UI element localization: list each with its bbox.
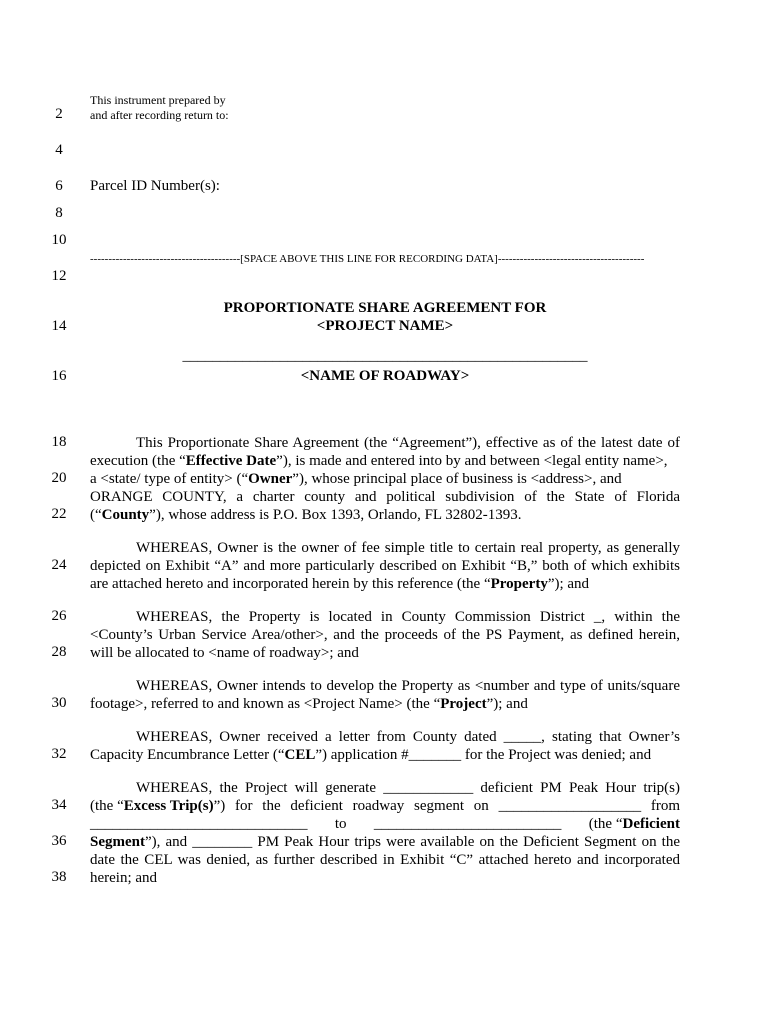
paragraph-agreement-intro [90, 434, 680, 524]
prepared-by-line-1: This instrument prepared by [90, 93, 226, 107]
paragraph-line [90, 746, 680, 764]
paragraph-line [90, 452, 680, 470]
defined-term: Deficient [622, 816, 680, 832]
paragraph-line [90, 470, 680, 488]
paragraph-line: will be allocated to <name of roadway>; and [90, 645, 359, 661]
text-run: ”); and [486, 696, 528, 712]
paragraph-line: WHEREAS, the Project will generate ____________ deficient PM Peak Hour trip(s) [136, 780, 680, 796]
line-number: 14 [51, 318, 67, 334]
paragraph-line: This Proportionate Share Agreement (the “Agreement”), effective as of the latest date of [136, 435, 680, 451]
defined-term: Property [490, 576, 548, 592]
text-run: _____________________________ [90, 816, 308, 832]
defined-term: Owner [248, 471, 293, 487]
text-run: Capacity Encumbrance Letter (“ [90, 747, 285, 763]
paragraph-line: <County’s Urban Service Area/other>, and the proceeds of the PS Payment, as defined herein, [90, 627, 680, 643]
text-run: ”), whose address is P.O. Box 1393, Orlando, FL 32802-1393. [149, 507, 522, 523]
title-line-1: PROPORTIONATE SHARE AGREEMENT FOR [223, 300, 547, 316]
paragraph-whereas-district [90, 608, 680, 662]
text-run: ”), and ________ PM Peak Hour trips were available on the Deficient Segment on the [145, 834, 680, 850]
parcel-id-label: Parcel ID Number(s): [90, 178, 220, 194]
text-run: footage>, referred to and known as <Project Name> (the “ [90, 696, 441, 712]
text-run: _________________________ [373, 816, 562, 832]
line-number: 36 [51, 833, 67, 849]
paragraph-whereas-cel [90, 728, 680, 764]
text-run: ”), whose principal place of business is <address>, and [292, 471, 622, 487]
text-run: (the “ [588, 816, 623, 832]
roadway-underline: ______________________________________________________ [182, 348, 588, 364]
line-number: 32 [51, 746, 67, 762]
paragraph-line: date the CEL was denied, as further described in Exhibit “C” attached hereto and incorporated [90, 852, 680, 868]
paragraph-line: herein; and [90, 870, 158, 886]
paragraph-line [90, 506, 680, 524]
paragraph-whereas-property [90, 539, 680, 593]
line-number: 22 [51, 506, 67, 522]
line-number: 6 [55, 178, 63, 194]
text-run: are attached hereto and incorporated herein by this reference (the “ [90, 576, 491, 592]
recording-data-line: -----------------------------------------[SPACE ABOVE THIS LINE FOR RECORDING DATA]---------------------------------------- [90, 253, 645, 265]
line-number: 2 [55, 106, 63, 122]
paragraph-line: WHEREAS, Owner is the owner of fee simple title to certain real property, as generally [136, 540, 680, 556]
line-number: 38 [51, 869, 67, 885]
defined-term: Project [440, 696, 487, 712]
text-run: ”) for the deficient roadway segment on ___________________ from [213, 798, 680, 814]
line-number: 30 [51, 695, 67, 711]
text-run: ”), is made and entered into by and between <legal entity name>, [276, 453, 668, 469]
line-number: 10 [51, 232, 67, 248]
line-number: 18 [51, 434, 67, 450]
text-run: ”) application #_______ for the Project was denied; and [315, 747, 652, 763]
line-number: 24 [51, 557, 67, 573]
text-run: (the “ [90, 798, 124, 814]
text-run: execution (the “ [90, 453, 186, 469]
line-number: 20 [51, 470, 67, 486]
paragraph-line: depicted on Exhibit “A” and more particularly described on Exhibit “B,” both of which exhibits [90, 558, 680, 574]
defined-term: Effective Date [185, 453, 277, 469]
paragraph-line: ORANGE COUNTY, a charter county and political subdivision of the State of Florida [90, 489, 680, 505]
title-line-2: <PROJECT NAME> [316, 318, 454, 334]
defined-term: Segment [90, 834, 145, 850]
defined-term: County [101, 507, 150, 523]
line-number: 4 [55, 142, 63, 158]
paragraph-line [90, 797, 680, 815]
line-number: 16 [51, 368, 67, 384]
paragraph-line: WHEREAS, Owner received a letter from County dated _____, stating that Owner’s [136, 729, 680, 745]
line-number: 12 [51, 268, 67, 284]
paragraph-line [90, 815, 680, 833]
text-run: to [334, 816, 347, 832]
text-run: a <state/ type of entity> (“ [90, 471, 249, 487]
paragraph-line: WHEREAS, Owner intends to develop the Property as <number and type of units/square [136, 678, 680, 694]
paragraph-line [90, 833, 680, 851]
paragraph-whereas-excess-trips [90, 779, 680, 887]
paragraph-line [90, 695, 680, 713]
paragraph-line: WHEREAS, the Property is located in County Commission District _, within the [136, 609, 680, 625]
prepared-by-block [90, 93, 229, 123]
text-run: ”); and [547, 576, 590, 592]
line-number: 34 [51, 797, 67, 813]
defined-term: CEL [284, 747, 316, 763]
text-run: (“ [90, 507, 102, 523]
paragraph-whereas-develop [90, 677, 680, 713]
roadway-name: <NAME OF ROADWAY> [300, 368, 470, 384]
paragraph-line [90, 575, 680, 593]
line-number: 28 [51, 644, 67, 660]
line-number: 8 [55, 205, 63, 221]
line-number: 26 [51, 608, 67, 624]
defined-term: Excess Trip(s) [123, 798, 214, 814]
prepared-by-line-2: and after recording return to: [90, 108, 229, 122]
